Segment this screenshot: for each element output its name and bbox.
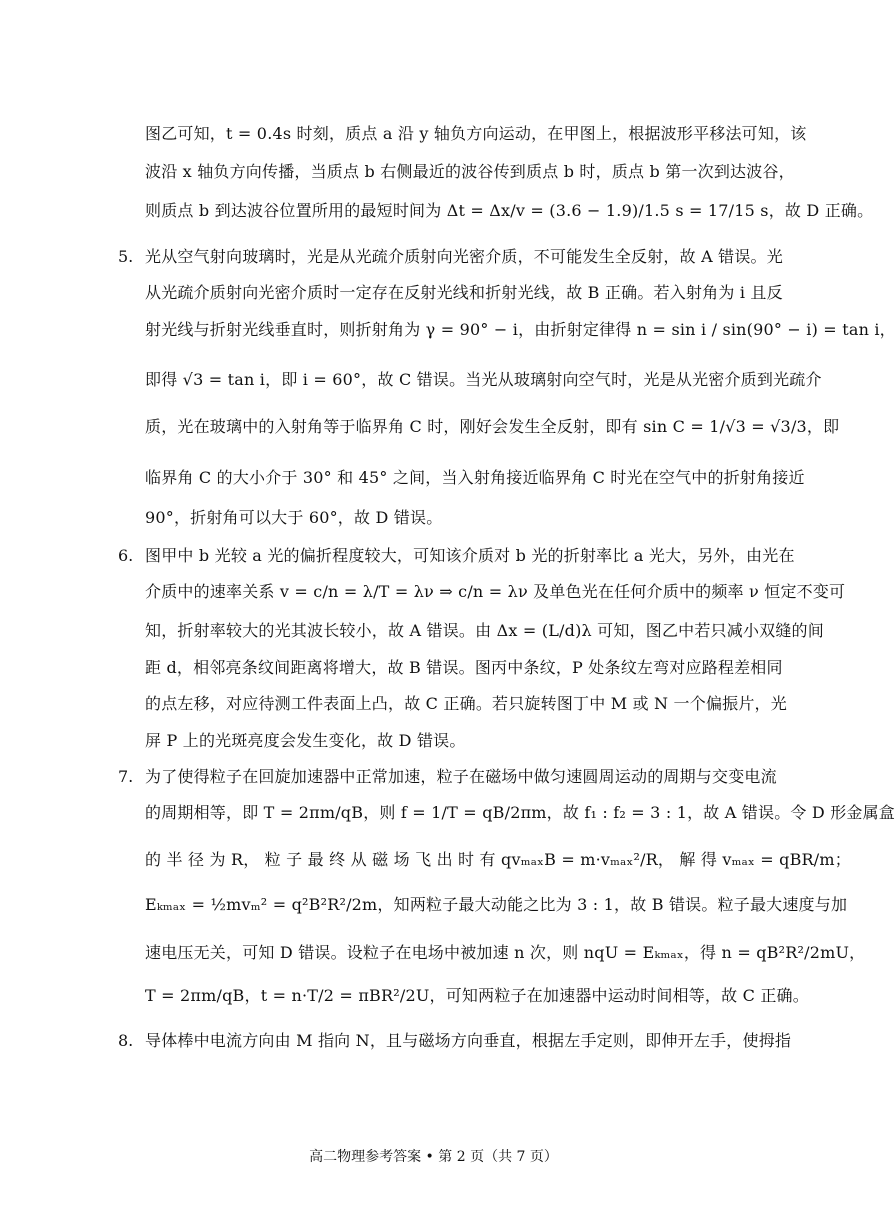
text-line: 的周期相等，即 T = 2πm/qB，则 f = 1/T = qB/2πm，故 f₁ : f₂ = 3 : 1，故 A 错误。令 D 形金属盒 — [145, 803, 896, 822]
item-number: 5. — [118, 247, 134, 266]
text-line: 速电压无关，可知 D 错误。设粒子在电场中被加速 n 次，则 nqU = Eₖₘₐₓ，得 n = qB²R²/2mU， — [145, 943, 866, 962]
text-line: Eₖₘₐₓ = ½mvₘ² = q²B²R²/2m，知两粒子最大动能之比为 3 : 1，故 B 错误。粒子最大速度与加 — [145, 895, 848, 914]
text-line: T = 2πm/qB，t = n·T/2 = πBR²/2U，可知两粒子在加速器中运动时间相等，故 C 正确。 — [145, 986, 809, 1005]
text-line: 临界角 C 的大小介于 30° 和 45° 之间，当入射角接近临界角 C 时光在空气中的折射角接近 — [145, 468, 805, 487]
text-line: 从光疏介质射向光密介质时一定存在反射光线和折射光线，故 B 正确。若入射角为 i 且反 — [145, 283, 783, 302]
item-number: 6. — [118, 546, 134, 565]
text-line: 导体棒中电流方向由 M 指向 N，且与磁场方向垂直，根据左手定则，即伸开左手，使拇指 — [145, 1031, 792, 1050]
text-line: 距 d，相邻亮条纹间距离将增大，故 B 错误。图丙中条纹，P 处条纹左弯对应路程差相同 — [145, 658, 783, 677]
text-line: 光从空气射向玻璃时，光是从光疏介质射向光密介质，不可能发生全反射，故 A 错误。光 — [145, 247, 783, 266]
text-line: 质，光在玻璃中的入射角等于临界角 C 时，刚好会发生全反射，即有 sin C = 1/√3 = √3/3，即 — [145, 417, 840, 436]
text-line: 为了使得粒子在回旋加速器中正常加速，粒子在磁场中做匀速圆周运动的周期与交变电流 — [145, 767, 777, 786]
text-line: 的 半 径 为 R， 粒 子 最 终 从 磁 场 飞 出 时 有 qvₘₐₓB = m·vₘₐₓ²/R， 解 得 vₘₐₓ = qBR/m； — [145, 850, 851, 869]
text-line: 的点左移，对应待测工件表面上凸，故 C 正确。若只旋转图丁中 M 或 N 一个偏振片，光 — [145, 694, 787, 713]
text-line: 90°，折射角可以大于 60°，故 D 错误。 — [145, 508, 443, 527]
text-line: 即得 √3 = tan i，即 i = 60°，故 C 错误。当光从玻璃射向空气时，光是从光密介质到光疏介 — [145, 370, 822, 389]
text-line: 介质中的速率关系 v = c/n = λ/T = λν ⇒ c/n = λν 及单色光在任何介质中的频率 ν 恒定不变可 — [145, 582, 846, 601]
item-number: 8. — [118, 1031, 134, 1050]
text-line: 知，折射率较大的光其波长较小，故 A 错误。由 Δx = (L/d)λ 可知，图乙中若只减小双缝的间 — [145, 621, 824, 640]
text-line: 图甲中 b 光较 a 光的偏折程度较大，可知该介质对 b 光的折射率比 a 光大，另外，由光在 — [145, 546, 795, 565]
page-footer: 高二物理参考答案 • 第 2 页（共 7 页） — [309, 1149, 558, 1165]
text-line: 射光线与折射光线垂直时，则折射角为 γ = 90° − i，由折射定律得 n = sin i / sin(90° − i) = tan i， — [145, 320, 896, 339]
text-line: 则质点 b 到达波谷位置所用的最短时间为 Δt = Δx/v = (3.6 − 1.9)/1.5 s = 17/15 s，故 D 正确。 — [145, 201, 874, 220]
item-number: 7. — [118, 767, 134, 786]
text-line: 图乙可知，t = 0.4s 时刻，质点 a 沿 y 轴负方向运动，在甲图上，根据波形平移法可知，该 — [145, 124, 807, 143]
text-line: 屏 P 上的光斑亮度会发生变化，故 D 错误。 — [145, 731, 466, 750]
text-line: 波沿 x 轴负方向传播，当质点 b 右侧最近的波谷传到质点 b 时，质点 b 第一次到达波谷， — [145, 162, 795, 181]
